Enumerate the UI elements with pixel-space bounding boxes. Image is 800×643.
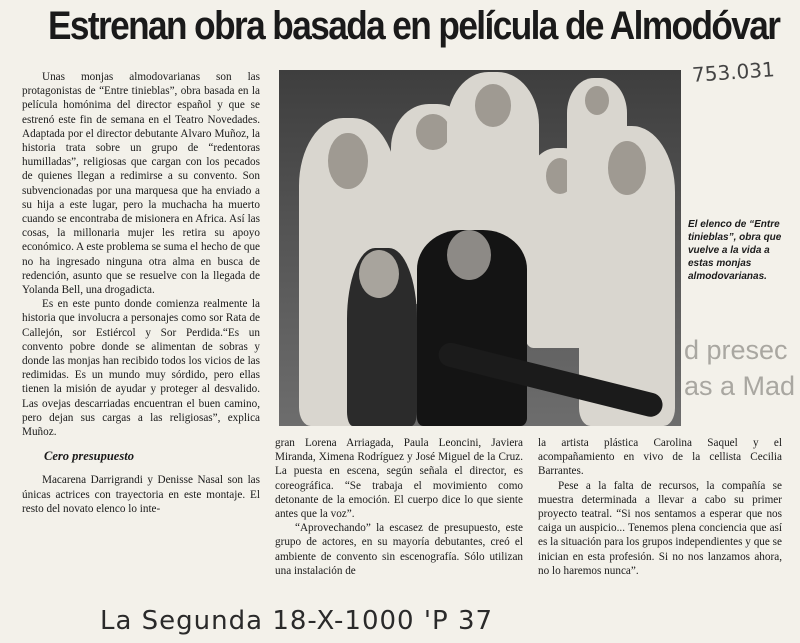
actress-figure bbox=[347, 248, 417, 426]
article-paragraph: Unas monjas almodovarianas son las protagonistas de “Entre tinieblas”, obra basada en la película homónima del director español y que se estrenó este fin de semana en el Teatro Novedades. Adaptada por el director debutante Alvaro Muñoz, la historia trata sobre un grupo de “redentoras humilladas”, religiosas que cargan con los pecados de quienes llegan a redimirse a su convento. Son subvencionadas por una marquesa que ha enviado a su hija a este lugar, pero la muchacha ha muerto cuando se encontraba de misionera en Africa. Así las cosas, la millonaria mujer les retira su apoyo económico. A este problema se suma el hecho de que no ha ingresado ninguna otra alma en busca de redención, asunto que se resuelve con la llegada de Yolanda Bell, una drogadicta. bbox=[22, 71, 260, 297]
article-paragraph: Es en este punto donde comienza realmente la historia que involucra a personajes como sor Rata de Callejón, sor Estiércol y Sor Perdida.“Es un convento pobre donde se alimentan de sobras y donde las monjas han recibido todos los vicios de las redimidas. Es un mundo muy sórdido, pero ellas tienen la misión de ayudar y proteger al desvalido. Las ovejas descarriadas encuentran el buen camino, pero dejan sus cargas a las religiosas”, explica Muñoz. bbox=[22, 298, 260, 439]
photo-caption: El elenco de “Entre tinieblas”, obra que vuelve a la vida a estas monjas almodovarianas. bbox=[688, 219, 782, 282]
article-paragraph: gran Lorena Arriagada, Paula Leoncini, Javiera Miranda, Ximena Rodríguez y José Miguel de la Cruz. La puesta en escena, según señala el director, es coreográfica. “Se trabaja el movimiento como detonante de la emoción. El cuerpo dice lo que siente antes que la voz”. bbox=[275, 437, 523, 521]
article-paragraph: “Aprovechando” la escasez de presupuesto, este grupo de actores, en su mayoría debutantes, creó el ambiente de convento sin escenografía. Sólo utilizan una instalación de bbox=[275, 522, 523, 577]
headline: Estrenan obra basada en película de Almodóvar bbox=[48, 4, 780, 48]
article-paragraph: la artista plástica Carolina Saquel y el acompañamiento en vivo de la cellista Cecilia Barrantes. bbox=[538, 437, 782, 478]
archive-stamp: 753.031 bbox=[691, 57, 776, 87]
bleed-through-text: d presec as a Mad bbox=[684, 335, 796, 401]
article-paragraph: Pese a la falta de recursos, la compañía se muestra determinada a llevar a cabo su primer proyecto teatral. “Si nos sentamos a esperar que nos caiga un auspicio... Tenemos plena conciencia que así es la situación para los grupos independientes y que se inician en esta profesión. Si no nos lanzamos ahora, no lo haremos nunca”. bbox=[538, 479, 782, 577]
actor-figure bbox=[417, 230, 527, 426]
article-column-1 bbox=[22, 70, 260, 516]
section-subhead: Cero presupuesto bbox=[44, 449, 134, 464]
article-column-3 bbox=[538, 436, 782, 578]
cast-photo bbox=[279, 70, 681, 426]
handwritten-source-note: La Segunda 18-X-1000 'P 37 bbox=[100, 606, 494, 636]
article-column-2 bbox=[275, 436, 523, 578]
article-paragraph: Macarena Darrigrandi y Denisse Nasal son las únicas actrices con trayectoria en este montaje. El resto del novato elenco lo inte- bbox=[22, 474, 260, 515]
